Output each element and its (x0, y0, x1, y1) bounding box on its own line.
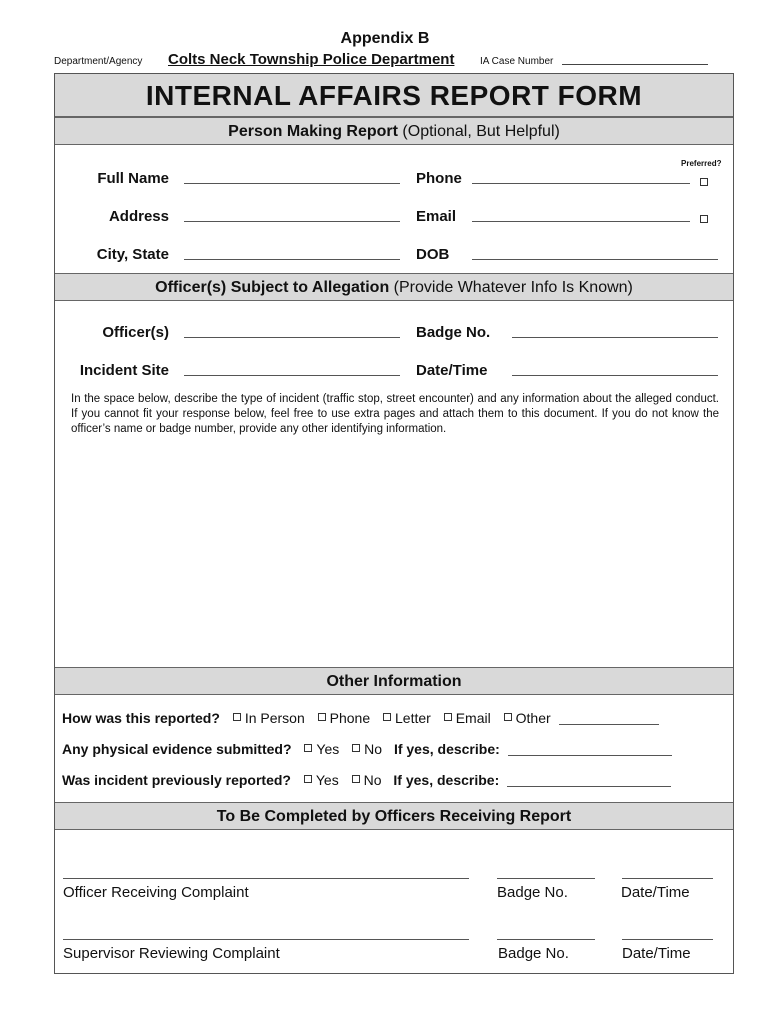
section-person-subtitle: (Optional, But Helpful) (397, 123, 560, 140)
officer-receiving-signature-field[interactable] (63, 878, 469, 879)
option-email-label: Email (455, 710, 491, 726)
section-officer-subject (55, 273, 733, 301)
address-label: Address (108, 208, 169, 225)
evidence-no-label: No (364, 741, 383, 757)
badge-no-field[interactable] (512, 337, 718, 338)
checkbox-previously-yes[interactable] (304, 775, 312, 783)
officer-date-field[interactable] (622, 878, 713, 879)
option-in-person[interactable] (233, 710, 305, 726)
option-other[interactable] (504, 710, 551, 726)
phone-preferred-checkbox[interactable] (700, 178, 708, 186)
previously-no-label: No (363, 772, 382, 788)
supervisor-badge-label: Badge No. (498, 945, 569, 962)
how-reported-row (62, 710, 659, 726)
incident-site-field[interactable] (184, 375, 400, 376)
checkbox-evidence-no[interactable] (352, 744, 360, 752)
option-in-person-label: In Person (244, 710, 305, 726)
dob-field[interactable] (472, 259, 718, 260)
preferred-label: Preferred? (681, 159, 722, 168)
option-other-label: Other (515, 710, 551, 726)
section-other-information (55, 667, 733, 695)
email-field[interactable] (472, 221, 690, 222)
form-title: INTERNAL AFFAIRS REPORT FORM (55, 74, 733, 117)
checkbox-in-person[interactable] (233, 713, 241, 721)
checkbox-evidence-yes[interactable] (304, 744, 312, 752)
city-state-label: City, State (96, 246, 169, 263)
section-officer-title: Officer(s) Subject to Allegation (155, 279, 390, 296)
officers-label: Officer(s) (102, 324, 169, 341)
evidence-row (62, 741, 672, 757)
officer-date-label: Date/Time (621, 884, 690, 901)
incident-description-area[interactable] (67, 442, 721, 664)
checkbox-previously-no[interactable] (352, 775, 360, 783)
previously-reported-question: Was incident previously reported? (62, 772, 291, 788)
officer-receiving-label: Officer Receiving Complaint (63, 884, 249, 901)
previously-no[interactable] (352, 772, 382, 788)
previously-describe-label: If yes, describe: (393, 772, 500, 788)
how-reported-question: How was this reported? (62, 710, 220, 726)
date-time-label: Date/Time (416, 362, 488, 379)
option-email[interactable] (444, 710, 491, 726)
option-phone-label: Phone (329, 710, 371, 726)
checkbox-letter[interactable] (383, 713, 391, 721)
checkbox-phone[interactable] (318, 713, 326, 721)
evidence-question: Any physical evidence submitted? (62, 741, 292, 757)
section-officer-subtitle: (Provide Whatever Info Is Known) (389, 279, 633, 296)
officer-badge-label: Badge No. (497, 884, 568, 901)
officer-badge-field[interactable] (497, 878, 595, 879)
email-label: Email (416, 208, 457, 225)
evidence-describe-label: If yes, describe: (393, 741, 500, 757)
section-other-title: Other Information (326, 673, 462, 690)
department-value: Colts Neck Township Police Department (168, 51, 455, 68)
previously-reported-row (62, 772, 671, 788)
checkbox-email[interactable] (444, 713, 452, 721)
section-person-title: Person Making Report (228, 123, 398, 140)
appendix-heading: Appendix B (340, 30, 430, 47)
address-field[interactable] (184, 221, 400, 222)
evidence-yes-label: Yes (316, 741, 340, 757)
other-method-field[interactable] (559, 724, 659, 725)
evidence-yes[interactable] (304, 741, 339, 757)
incident-site-label: Incident Site (79, 362, 169, 379)
supervisor-date-label: Date/Time (622, 945, 691, 962)
supervisor-badge-field[interactable] (497, 939, 595, 940)
previously-yes[interactable] (304, 772, 339, 788)
ia-case-number-field[interactable] (562, 64, 708, 65)
section-officers-receiving-title: To Be Completed by Officers Receiving Report (216, 808, 572, 825)
ia-case-number-label: IA Case Number (480, 56, 554, 67)
report-form (54, 73, 734, 974)
full-name-field[interactable] (184, 183, 400, 184)
supervisor-date-field[interactable] (622, 939, 713, 940)
incident-instructions: In the space below, describe the type of incident (traffic stop, street encounter) and any information about the alleged conduct. If you cannot fit your response below, feel free to use extra pages and attach them to this document. If you do not know the officer’s name or badge number, provide any other identifying information. (71, 393, 719, 435)
date-time-field[interactable] (512, 375, 718, 376)
department-label: Department/Agency (54, 56, 143, 67)
section-officers-receiving (55, 802, 733, 830)
evidence-describe-field[interactable] (508, 755, 672, 756)
badge-no-label: Badge No. (416, 324, 491, 341)
dob-label: DOB (416, 246, 450, 263)
checkbox-other[interactable] (504, 713, 512, 721)
city-state-field[interactable] (184, 259, 400, 260)
evidence-no[interactable] (352, 741, 382, 757)
option-letter[interactable] (383, 710, 431, 726)
full-name-label: Full Name (97, 170, 169, 187)
section-person-making-report (55, 117, 733, 145)
email-preferred-checkbox[interactable] (700, 215, 708, 223)
previously-describe-field[interactable] (507, 786, 671, 787)
option-phone[interactable] (318, 710, 370, 726)
officers-field[interactable] (184, 337, 400, 338)
supervisor-signature-field[interactable] (63, 939, 469, 940)
phone-field[interactable] (472, 183, 690, 184)
phone-label: Phone (416, 170, 462, 187)
previously-yes-label: Yes (315, 772, 339, 788)
option-letter-label: Letter (395, 710, 431, 726)
supervisor-reviewing-label: Supervisor Reviewing Complaint (63, 945, 280, 962)
